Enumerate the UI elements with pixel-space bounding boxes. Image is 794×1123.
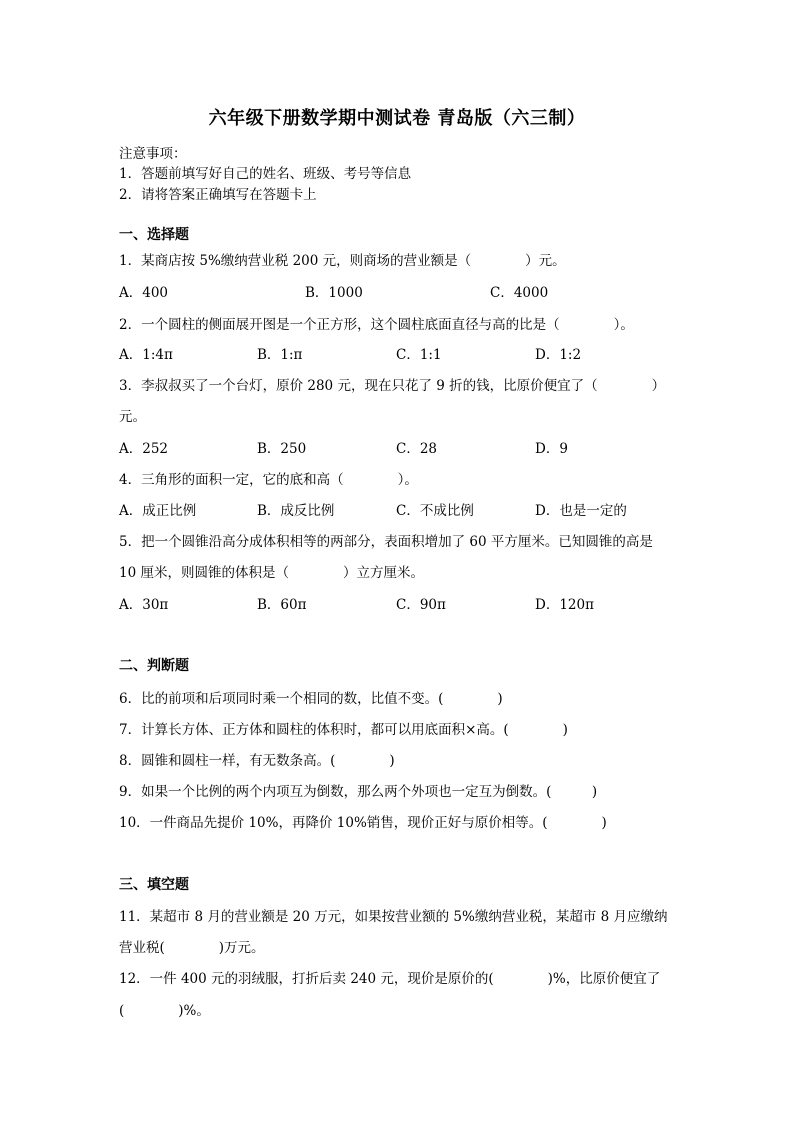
- notice-item: 2．请将答案正确填写在答题卡上: [119, 187, 317, 203]
- question-text: 4．三角形的面积一定，它的底和高（ ）。: [119, 472, 418, 488]
- option-c: C．28: [396, 441, 438, 457]
- notice-label: 注意事项：: [119, 146, 187, 162]
- option-d: D．1:2: [535, 347, 582, 363]
- option-b: B．成反比例: [257, 503, 335, 519]
- option-d: D．也是一定的: [535, 503, 627, 519]
- option-d: D．9: [535, 441, 568, 457]
- question-text-continued: 10 厘米，则圆锥的体积是（ ）立方厘米。: [119, 565, 424, 581]
- question-text: 3．李叔叔买了一个台灯，原价 280 元，现在只花了 9 折的钱，比原价便宜了（ ）: [119, 378, 666, 394]
- option-b: B．1000: [305, 285, 363, 301]
- question-text: 7．计算长方体、正方体和圆柱的体积时，都可以用底面积×高。( ): [119, 722, 568, 738]
- notice-item: 1．答题前填写好自己的姓名、班级、考号等信息: [119, 166, 412, 182]
- option-c: C．1:1: [396, 347, 442, 363]
- option-b: B．250: [257, 441, 307, 457]
- question-text: 2．一个圆柱的侧面展开图是一个正方形，这个圆柱底面直径与高的比是（ ）。: [119, 317, 634, 333]
- option-a: A．成正比例: [119, 503, 197, 519]
- option-a: A．30π: [119, 597, 169, 613]
- question-text: 8．圆锥和圆柱一样，有无数条高。( ): [119, 753, 395, 769]
- section-heading: 三、填空题: [119, 877, 189, 893]
- option-d: D．120π: [535, 597, 594, 613]
- option-c: C．90π: [396, 597, 446, 613]
- question-text: 9．如果一个比例的两个内项互为倒数，那么两个外项也一定互为倒数。( ): [119, 784, 598, 800]
- question-text-continued: ( )%。: [119, 1003, 210, 1019]
- option-b: B．60π: [257, 597, 307, 613]
- question-text-continued: 营业税( )万元。: [119, 940, 265, 956]
- option-a: A．252: [119, 441, 169, 457]
- option-c: C．4000: [490, 285, 549, 301]
- option-a: A．400: [119, 285, 169, 301]
- question-text-continued: 元。: [119, 409, 146, 425]
- page-title: 六年级下册数学期中测试卷 青岛版（六三制）: [208, 108, 586, 129]
- question-text: 12．一件 400 元的羽绒服，打折后卖 240 元，现价是原价的( )%，比原价便宜了: [119, 971, 661, 987]
- question-text: 1．某商店按 5%缴纳营业税 200 元，则商场的营业额是（ ）元。: [119, 253, 566, 269]
- question-text: 10．一件商品先提价 10%，再降价 10%销售，现价正好与原价相等。( ): [119, 815, 607, 831]
- section-heading: 二、判断题: [119, 658, 189, 674]
- question-text: 5．把一个圆锥沿高分成体积相等的两部分，表面积增加了 60 平方厘米。已知圆锥的高是: [119, 534, 653, 550]
- section-heading: 一、选择题: [119, 227, 189, 243]
- option-b: B．1:π: [257, 347, 303, 363]
- question-text: 6．比的前项和后项同时乘一个相同的数，比值不变。( ): [119, 691, 503, 707]
- option-a: A．1:4π: [119, 347, 173, 363]
- question-text: 11．某超市 8 月的营业额是 20 万元，如果按营业额的 5%缴纳营业税，某超市 8 月应缴纳: [119, 909, 668, 925]
- option-c: C．不成比例: [396, 503, 474, 519]
